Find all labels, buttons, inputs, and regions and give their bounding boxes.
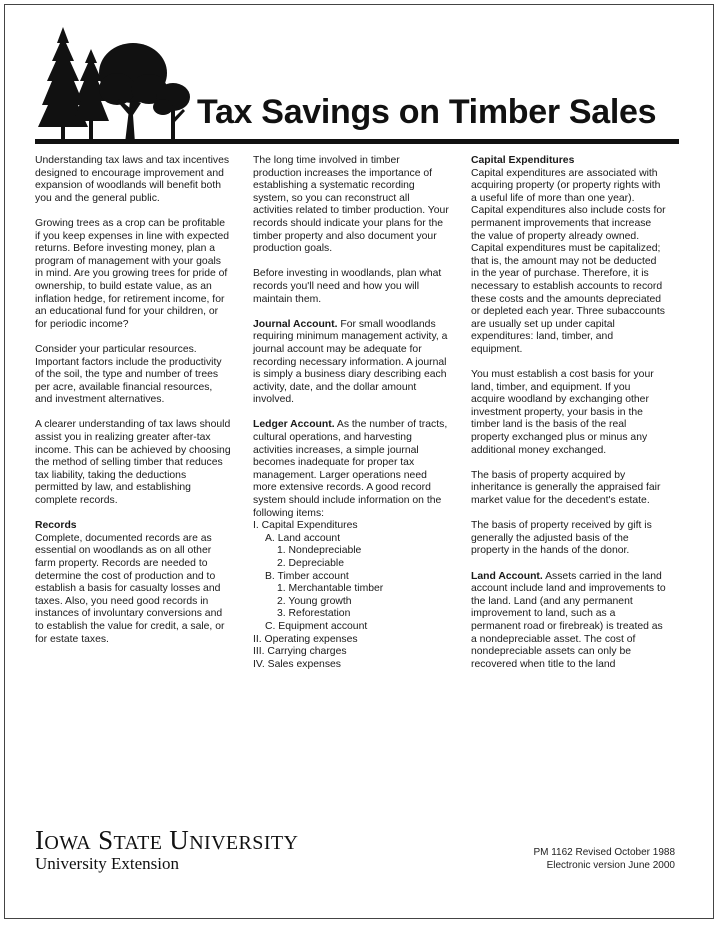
outline-item: 1. Nondepreciable bbox=[277, 545, 362, 557]
paragraph: Before investing in woodlands, plan what records you'll need and how you will maintain them. bbox=[253, 268, 442, 305]
section-heading: Capital Expenditures bbox=[471, 155, 575, 166]
extension-name: University Extension bbox=[35, 854, 180, 873]
paragraph: Growing trees as a crop can be profitable if you keep expenses in line with expected returns. Before investing money, plan a program of management with your goals in mind. Are you growing trees for pride of ownership, to build estate value, as an inflation hedge, for retirement income, for an educational fund for your children, or for periodic income? bbox=[35, 217, 230, 330]
record-outline bbox=[253, 520, 449, 671]
paragraph-text: As the number of tracts, cultural operations, and harvesting activities increases, a simple journal becomes inadequate for proper tax management. Larger operations need more extensive records. A good record system should include information on the following items: bbox=[253, 419, 448, 519]
paragraph: The basis of property received by gift is generally the adjusted basis of the property in the hands of the donor. bbox=[471, 520, 652, 557]
university-name: IOWA STATE UNIVERSITY bbox=[35, 825, 299, 855]
page-title: Tax Savings on Timber Sales bbox=[197, 93, 657, 131]
paragraph: Capital expenditures are associated with acquiring property (or property rights with a useful life of more than one year). Capital expenditures also include costs for permanent improvements that increase the value of property already owned. Capital expenditures must be capitalized; that is, the amount may not be deducted in the year of purchase. Therefore, it is necessary to establish accounts to record these costs and the amounts depreciated or depleted each year. Three subaccounts are usually set up under capital expenditures: land, timber, and equipment. bbox=[471, 167, 666, 355]
outline-item: 2. Depreciable bbox=[277, 558, 345, 569]
outline-item: IV. Sales expenses bbox=[253, 658, 341, 670]
outline-item: 1. Merchantable timber bbox=[277, 583, 384, 595]
column-1 bbox=[35, 155, 231, 659]
paragraph-text: Assets carried in the land account include land and improvements to the land. Land (and any permanent improvement to land, such as a permanent road or firebreak) is treated as a nondepreciable asset. The cost of nondepreciable assets can only be recovered when title to the land bbox=[471, 570, 666, 670]
column-2 bbox=[253, 155, 449, 671]
trees-logo-icon bbox=[33, 23, 193, 145]
paragraph: The long time involved in timber production increases the importance of establishing a systematic recording system, so you can reconstruct all activities related to timber production. Your records should indicate your plans for the timber property and also document your production goals. bbox=[253, 155, 449, 255]
paragraph: You must establish a cost basis for your land, timber, and equipment. If you acquire woodland by exchanging other investment property, your basis in the timber land is the basis of the real property exchanged plus or minus any additional money exchanged. bbox=[471, 369, 654, 456]
inline-heading: Land Account. bbox=[471, 570, 543, 582]
paragraph bbox=[471, 571, 667, 672]
paragraph bbox=[253, 319, 449, 407]
outline-item: 2. Young growth bbox=[277, 595, 352, 607]
column-3 bbox=[471, 155, 667, 684]
title-rule bbox=[35, 139, 679, 144]
outline-item: III. Carrying charges bbox=[253, 646, 347, 658]
section-heading: Records bbox=[35, 520, 77, 532]
publication-info bbox=[533, 847, 675, 872]
inline-heading: Journal Account. bbox=[253, 318, 338, 330]
publication-line: Electronic version June 2000 bbox=[546, 859, 675, 871]
outline-item: C. Equipment account bbox=[265, 620, 368, 632]
paragraph-text: For small woodlands requiring minimum management activity, a journal account may be adequate for recording necessary information. A journal is simply a business diary describing each activity, date, and the dollar amount involved. bbox=[253, 318, 448, 406]
paragraph: The basis of property acquired by inheritance is generally the appraised fair market value for the decedent's estate. bbox=[471, 469, 661, 507]
inline-heading: Ledger Account. bbox=[253, 419, 335, 431]
university-logo bbox=[35, 825, 298, 874]
paragraph: Consider your particular resources. Important factors include the productivity of the soil, the type and number of trees per acre, available financial resources, and investment alternatives. bbox=[35, 343, 222, 406]
paragraph: Complete, documented records are as essential on woodlands as on all other farm property. Records are needed to determine the cost of production and to establish a basis for casualty losses and taxes. Also, you need good records in instances of involuntary conversions and to establish the value for credit, a sale, or for estate taxes. bbox=[35, 532, 225, 645]
paragraph: Understanding tax laws and tax incentives designed to encourage improvement and expansion of woodlands will benefit both you and the general public. bbox=[35, 155, 230, 204]
outline-item: I. Capital Expenditures bbox=[253, 520, 358, 532]
outline-item: A. Land account bbox=[265, 532, 341, 544]
outline-item: II. Operating expenses bbox=[253, 633, 358, 645]
document-page bbox=[4, 4, 714, 919]
paragraph: A clearer understanding of tax laws should assist you in realizing greater after-tax income. This can be achieved by choosing the method of selling timber that reduces tax liability, taking the deductions permitted by law, and establishing complete records. bbox=[35, 419, 231, 507]
paragraph bbox=[253, 419, 449, 520]
outline-item: B. Timber account bbox=[265, 570, 349, 582]
outline-item: 3. Reforestation bbox=[277, 608, 351, 620]
publication-line: PM 1162 Revised October 1988 bbox=[533, 847, 675, 858]
